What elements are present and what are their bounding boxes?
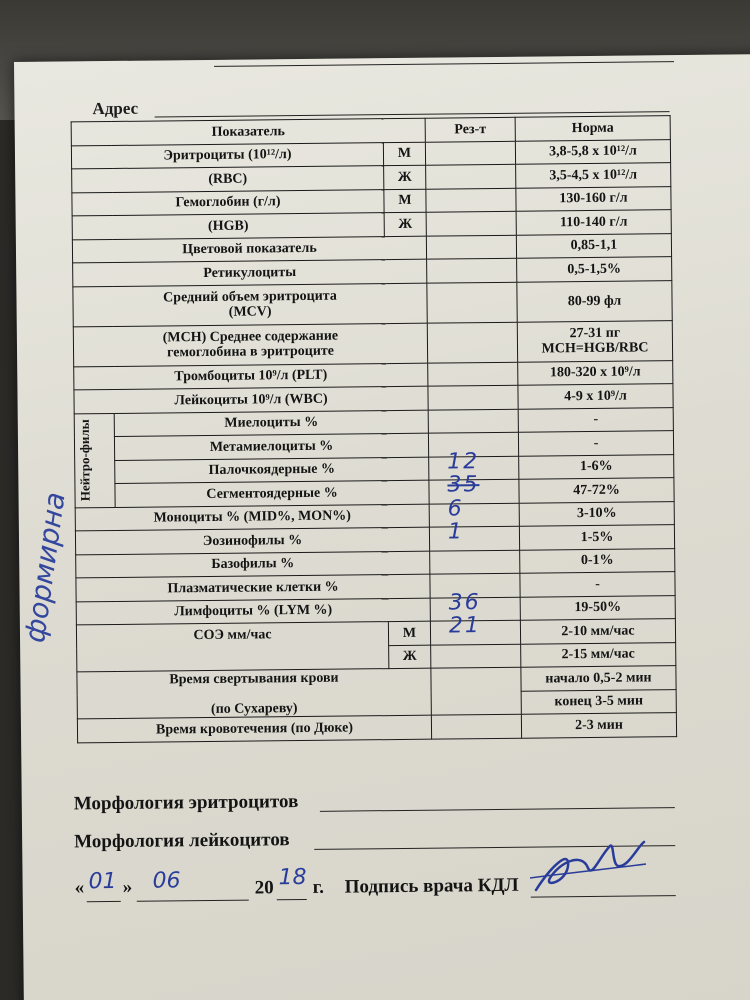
date-month: 06 xyxy=(152,868,181,894)
neutrophils-group-label xyxy=(74,413,115,507)
clot-result xyxy=(431,667,521,715)
ret-name: Ретикулоциты xyxy=(73,259,427,286)
clot-norm-start: начало 0,5-2 мин xyxy=(521,666,676,691)
mch-result xyxy=(427,322,517,363)
lym-name: Лимфоциты % (LYM %) xyxy=(76,598,430,625)
rbc-morphology-line xyxy=(320,807,675,812)
hgb-result-f xyxy=(426,211,516,235)
rbc-norm-f: 3,5-4,5 х 10¹²/л xyxy=(516,163,671,188)
plasma-name: Плазматические клетки % xyxy=(76,574,430,601)
plt-result xyxy=(428,362,518,386)
eos-norm: 1-5% xyxy=(519,525,674,550)
mch-name xyxy=(73,323,427,367)
date-year-suffix: 18 xyxy=(278,864,307,891)
rbc-sex-f: Ж xyxy=(384,165,426,189)
lym-norm: 19-50% xyxy=(520,595,675,620)
myelo-name: Миелоциты % xyxy=(114,410,428,437)
rbc-abbr: (RBC) xyxy=(72,166,384,193)
date-month-line xyxy=(137,900,249,902)
mono-norm: 3-10% xyxy=(519,501,674,526)
date-year-line xyxy=(277,899,307,900)
eos-result xyxy=(429,519,519,550)
plt-name: Тромбоциты 10⁹/л (PLT) xyxy=(74,363,428,390)
esr-norm-f: 2-15 мм/час xyxy=(521,642,676,667)
wbc-morphology-label: Морфология лейкоцитов xyxy=(74,829,290,853)
seg-result-value: 35 xyxy=(447,472,480,498)
plt-norm: 180-320 х 10⁹/л xyxy=(518,360,673,385)
rbc-result-m xyxy=(425,141,515,165)
doctor-signature xyxy=(530,838,650,898)
metamyelo-norm: - xyxy=(518,431,673,456)
baso-result xyxy=(430,550,520,574)
mch-norm-line2: MCH=HGB/RBC xyxy=(541,340,649,357)
header-result: Рез-т xyxy=(425,117,515,141)
date-quote-close: » xyxy=(122,876,133,898)
wbc-name: Лейкоциты 10⁹/л (WBC) xyxy=(74,386,428,413)
mcv-name xyxy=(73,283,427,327)
address-label: Адрес xyxy=(92,98,139,119)
bleed-name: Время кровотечения (по Дюке) xyxy=(77,715,431,742)
rbc-sex-m: М xyxy=(383,142,425,166)
band-name: Палочкоядерные % xyxy=(115,457,429,484)
clot-name-line1: Время свертывания крови xyxy=(169,670,339,687)
hgb-norm-f: 110-140 г/л xyxy=(516,210,671,235)
mcv-result xyxy=(427,282,517,323)
band-result-value: 12 xyxy=(447,448,480,474)
rbc-morphology-label: Морфология эритроцитов xyxy=(73,791,299,815)
esr-sex-f: Ж xyxy=(389,645,431,669)
seg-result xyxy=(429,472,519,503)
ret-result xyxy=(427,258,517,282)
eos-name: Эозинофилы % xyxy=(75,527,429,554)
mch-norm xyxy=(517,320,672,362)
mch-name-line1: (МСН) Среднее содержание xyxy=(162,328,339,346)
plasma-norm: - xyxy=(520,572,675,597)
seg-norm: 47-72% xyxy=(519,478,674,503)
signature-label: Подпись врача КДЛ xyxy=(344,874,519,898)
mch-name-line2: гемоглобина в эритроците xyxy=(167,343,335,361)
rbc-name: Эритроциты (10¹²/л) xyxy=(71,142,383,169)
bleed-result xyxy=(431,714,521,738)
date-quote-open: « xyxy=(74,877,85,899)
esr-result-f xyxy=(431,644,521,668)
mcv-name-line2: (MCV) xyxy=(228,304,272,320)
wbc-norm: 4-9 х 10⁹/л xyxy=(518,384,673,409)
esr-result-value: 21 xyxy=(448,613,482,639)
ci-name: Цветовой показатель xyxy=(72,236,426,263)
table-row xyxy=(73,320,672,366)
esr-sex-m: М xyxy=(388,621,430,645)
table-row xyxy=(77,713,676,743)
margin-handwriting: формирна xyxy=(18,490,72,645)
neutrophils-label: Нейтро-филы xyxy=(76,419,93,502)
myelo-norm: - xyxy=(518,407,673,432)
date-day-line xyxy=(87,901,121,902)
myelo-result xyxy=(428,409,518,433)
ci-norm: 0,85-1,1 xyxy=(516,233,671,258)
hgb-abbr: (HGB) xyxy=(72,213,384,240)
hgb-norm-m: 130-160 г/л xyxy=(516,186,671,211)
mch-norm-line1: 27-31 пг xyxy=(569,325,621,342)
clot-name xyxy=(77,668,431,719)
date-year-prefix: 20 xyxy=(254,877,274,899)
date-day: 01 xyxy=(88,868,117,895)
band-norm: 1-6% xyxy=(519,454,674,479)
date-year-suffix-g: г. xyxy=(312,876,325,898)
header-norm: Норма xyxy=(515,116,670,141)
header-indicator: Показатель xyxy=(71,118,425,145)
hgb-name: Гемоглобин (г/л) xyxy=(72,189,384,216)
table-row xyxy=(73,280,672,326)
esr-result-m xyxy=(430,613,520,644)
results-table xyxy=(71,115,677,743)
wbc-result xyxy=(428,385,518,409)
esr-name: СОЭ мм/час xyxy=(76,622,388,672)
baso-name: Базофилы % xyxy=(76,551,430,578)
seg-name: Сегментоядерные % xyxy=(115,480,429,507)
rbc-norm-m: 3,8-5,8 х 10¹²/л xyxy=(515,139,670,164)
lym-result-value: 36 xyxy=(448,589,481,615)
eos-result-value: 1 xyxy=(447,519,465,545)
clot-norm-end: конец 3-5 мин xyxy=(521,689,676,714)
bleed-norm: 2-3 мин xyxy=(521,713,676,738)
clot-name-line2: (по Сухареву) xyxy=(210,700,298,717)
hgb-sex-m: М xyxy=(384,189,426,213)
metamyelo-name: Метамиелоциты % xyxy=(114,433,428,460)
mcv-norm: 80-99 фл xyxy=(517,280,672,322)
ret-norm: 0,5-1,5% xyxy=(517,257,672,282)
hgb-sex-f: Ж xyxy=(384,212,426,236)
baso-norm: 0-1% xyxy=(520,548,675,573)
mono-name: Моноциты % (MID%, MON%) xyxy=(75,504,429,531)
hgb-result-m xyxy=(426,188,516,212)
mcv-name-line1: Средний объем эритроцита xyxy=(163,288,337,306)
ci-result xyxy=(426,235,516,259)
mono-result-value: 6 xyxy=(447,495,464,521)
rbc-result-f xyxy=(426,164,516,188)
esr-norm-m: 2-10 мм/час xyxy=(520,619,675,644)
top-rule xyxy=(214,61,674,67)
mono-result xyxy=(429,495,519,527)
